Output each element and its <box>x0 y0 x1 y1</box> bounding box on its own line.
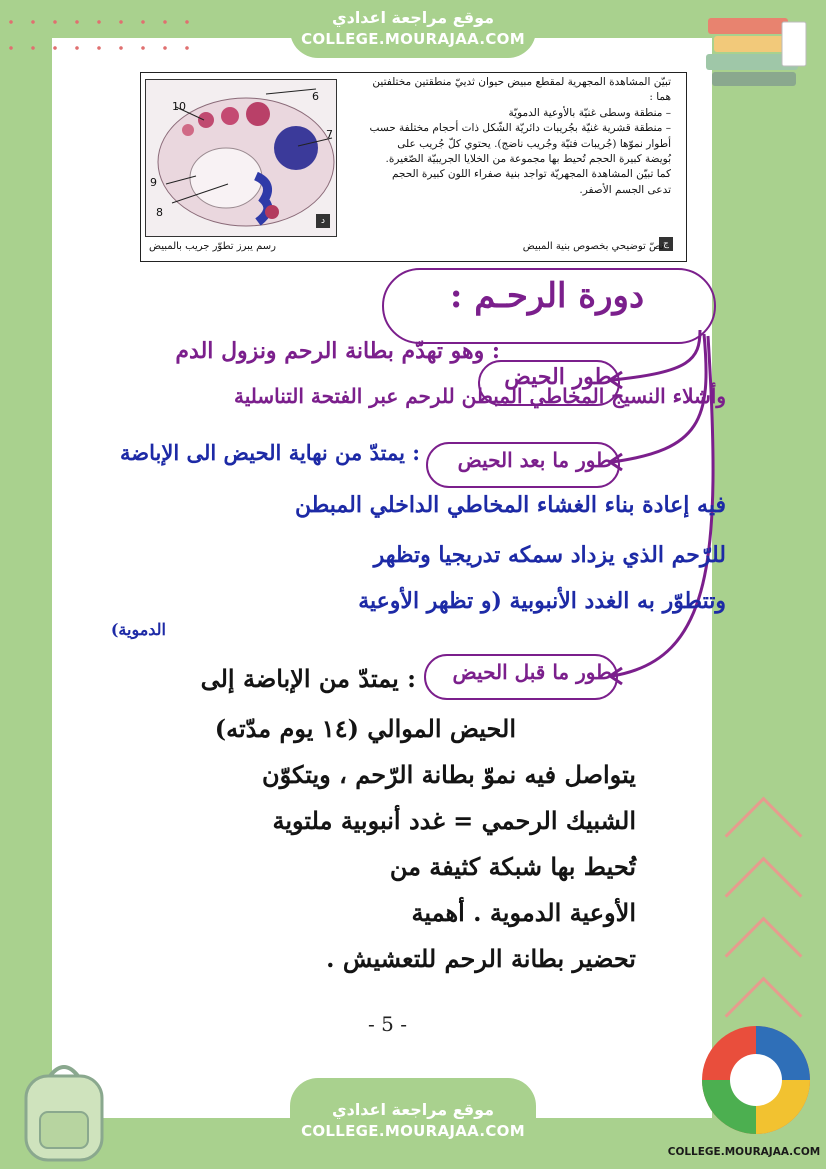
fig-label-7: 7 <box>326 128 333 141</box>
backpack-icon <box>16 1058 112 1164</box>
notes-title: دورة الرحـم : <box>449 276 645 316</box>
phase3-text: تُحيط بها شبكة كثيفة من <box>389 852 636 881</box>
phase3-label: طور ما قبل الحيض <box>452 660 612 684</box>
text-line: كما تبيّن المشاهدة المجهريّة تواجد بنية صفراء اللون كبيرة الحجم <box>391 168 671 181</box>
footer-site-url[interactable]: COLLEGE.MOURAJAA.COM <box>301 1122 525 1140</box>
phase3-text: يتواصل فيه نموّ بطانة الرّحم ، ويتكوّن <box>261 760 636 789</box>
header-site-url[interactable]: COLLEGE.MOURAJAA.COM <box>301 30 525 48</box>
phase3-text: : يمتدّ من الإباضة إلى <box>200 664 416 693</box>
phase1-text: وأشلاء النسيج المخاطي المبطن للرحم عبر الفتحة التناسلية <box>233 384 726 408</box>
phase2-text: فيه إعادة بناء الغشاء المخاطي الداخلي المبطن <box>294 492 726 518</box>
text-line: بُويضة كبيرة الحجم تُحيط بها مجموعة من الخلايا الجريبيّة الصّغيرة. <box>385 153 671 166</box>
fig-label-8: 8 <box>156 206 163 219</box>
education-logo-icon <box>700 1024 812 1136</box>
text-line: هما : <box>649 91 671 104</box>
footer-logo-url: COLLEGE.MOURAJAA.COM <box>667 1146 821 1158</box>
phase3-text: تحضير بطانة الرحم للتعشيش . <box>326 944 636 973</box>
fig-label-9: 9 <box>150 176 157 189</box>
text-line: تبيّن المشاهدة المجهرية لمقطع مبيض حيوان ثدييّ منطقتين مختلفتين <box>372 76 671 88</box>
fig-label-6: 6 <box>312 90 319 103</box>
text-line: – منطقة قشرية غنيّة بجُريبات دائريّة الشّكل ذات أحجام مختلفة حسب <box>369 122 671 135</box>
phase2-label: طور ما بعد الحيض <box>457 448 612 472</box>
text-line: – منطقة وسطى غنيّة بالأوعية الدمويّة <box>508 106 671 119</box>
figure-caption: رسم يبرز تطوّر جريب بالمبيض <box>149 241 276 252</box>
phase2-text: الدموية) <box>110 620 166 639</box>
header-site-name: موقع مراجعة اعدادي <box>331 8 495 27</box>
phase3-text: الأوعية الدموية . أهمية <box>411 898 636 927</box>
text-caption: نصّ توضيحي بخصوص بنية المبيض <box>522 241 664 252</box>
fig-tag: د <box>316 214 330 228</box>
text-line: أطوار نموّها (جُريبات فتيّة وجُريب ناضج). يحتوي كلّ جُريب على <box>397 137 671 150</box>
text-line: تدعى الجسم الأصفر. <box>579 183 671 196</box>
phase2-text: : يمتدّ من نهاية الحيض الى الإباضة <box>120 440 420 465</box>
phase2-text: وتتطوّر به الغدد الأنبوبية (و تظهر الأوعية <box>358 588 726 614</box>
page-number: - 5 - <box>368 1012 407 1036</box>
phase1-text: : وهو تهدّم بطانة الرحم ونزول الدم <box>175 338 500 364</box>
phase2-text: للرّحم الذي يزداد سمكه تدريجيا وتظهر <box>373 542 726 568</box>
fig-label-10: 10 <box>172 100 186 113</box>
phase3-text: الحيض الموالي (١٤ يوم مدّته) <box>214 714 516 743</box>
phase3-text: الشبيك الرحمي = غدد أنبوبية ملتوية <box>272 806 636 835</box>
phase1-label: طور الحيض <box>504 364 612 390</box>
footer-site-name: موقع مراجعة اعدادي <box>331 1100 495 1119</box>
text-tag: ج <box>659 237 673 251</box>
footer-banner <box>290 1078 536 1169</box>
